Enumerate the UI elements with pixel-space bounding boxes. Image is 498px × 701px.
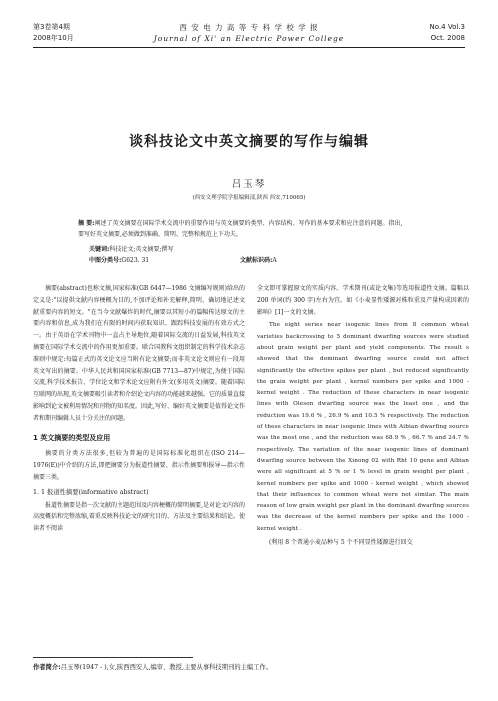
english-abstract-example: The eight series near isogenic lines from 8 common wheat varieties backcrossing to 5 dominant dwarfing sources were studied about grain weight per plant and yield components. The result s showed that the dominant dwarfing source could not affect significantly the effective spikes per plant , but reduced significantly the grain weight per plant , kernel numbers per spike and 1000 - kernel weight . The reduction of these characters in near isogenic lines with Oleson dwarfing source was the least one , and the reduction was 19.6 % , 26.9 % and 10.5 % respectively. The reduction of these characters in near isogenic lines with Aibian dwarfing source was the most one , and the reduction was 68.9 % , 66.7 % and 24.7 % respectively. The variation of the near isogenic lines of dominant dwarfing source between the Xinong 02 with Rht 10 gene and Aibian were all significant at 5 % or 1 % level in grain weight per plant , kernel numbers per spike and 1000 - kernel weight , which showed that their influences to common wheat were not similar. The main reason of low grain weight per plant in the dominant dwarfing sources was the decrease of the kernel numbers per spike and the 1000 - kernel weight . — [257, 322, 469, 532]
header-rule — [33, 47, 465, 48]
chinese-translation-start: (利用 8 个普通小麦品种与 5 个不同显性矮源进行回交 — [269, 539, 413, 547]
author-name: 吕玉琴 — [231, 179, 267, 190]
abstract-block — [78, 218, 408, 240]
classification-line — [89, 255, 149, 264]
body-left-column — [33, 283, 245, 535]
abstract-text: 阐述了英文摘要在国际学术交流中的重要作用与英文摘要的类型、内容结构、写作的基本要求和应注意的问题。指出,要写好英文摘要,必须做到准确、简明、完整和规范上下功夫。 — [78, 220, 403, 238]
classification-code: G623. 31 — [121, 257, 150, 264]
continuation-paragraph: 全文即可掌握原文的实质内容。学术期刊(或论文集)等选用报道性文摘。篇幅以 200 单词(约 300 字)左右为宜。如《小麦显性矮源对株粒重及产量构成因素的影响》[1]一文的文摘。 — [257, 285, 469, 316]
classification-label: 中图分类号: — [89, 257, 122, 264]
subsection1-paragraph: 报道性摘要是指一次文献的主题范围及内容梗概的简明摘要,是对论文内容的高度概括和完整浓缩,着重反映科技论文的研究目的、方法及主要结果和结论。使读者不阅读 — [33, 501, 245, 533]
issue-date: 2008年10月 — [33, 34, 74, 42]
document-code: A — [272, 257, 277, 264]
author-affiliation: (西安文理学院学报编辑部,陕西 西安,710065) — [192, 195, 306, 201]
keywords-label: 关键词: — [89, 246, 110, 253]
document-code-line — [240, 255, 277, 264]
document-code-label: 文献标识码: — [240, 257, 273, 264]
issue-number: No.4 Vol.3 — [429, 23, 465, 31]
intro-paragraph: 摘要(abstract)也称文摘,国家标准(GB 6447—1986 文摘编写规则)给出的定义是:"以提供文献内容梗概为目的,不加评论和补充解释,简明、确切地记述文献重要内容的短文。"在当今文献爆炸的时代,摘要以其短小的篇幅传达原文的主要内容和信息,成为我们在有限的时间内获取知识、跟踪科技发展的有效方式之一。由于英语在学术刊物中一直占主导地位,随着国际交流的日益发展,科技英文摘要在国际学术交流中的作用更加重要。联合国教科文组织制定的科学技术杂志准则中规定:每篇正式的英文论文应当附有论文摘要;而非英文论文则应有一段用英文写出的摘要。中华人民共和国国家标准(GB 7713—87)中规定,为便于国际交流,科学技术报告、学位论文和学术论文应附有外文(多用英文)摘要。随着国际互联网的出现,英文摘要吸引读者和介绍论文内容的功能越来越强。它的质量直接影响到论文被利用情况和刊物的知名度。因此,写好、编好英文摘要是值得论文作者和期刊编辑人员十分关注的问题。 — [33, 285, 245, 422]
author-bio-text: 吕玉琴(1947 - ),女,陕西西安人,编审、教授,主要从事科技期刊的主编工作。 — [60, 664, 273, 671]
subsection-heading-1-1: 1. 1 报道性摘要(informative abstract) — [33, 488, 149, 496]
journal-title-en: Journal of Xi' an Electric Power College — [153, 34, 345, 43]
author-bio-label: 作者简介: — [33, 664, 61, 671]
journal-title-block — [0, 22, 498, 44]
journal-number-info — [430, 22, 465, 44]
body-right-column — [257, 283, 469, 549]
keywords-text: 科技论文;英文摘要;撰写 — [109, 246, 174, 253]
keywords-line — [89, 244, 173, 253]
abstract-label: 摘 要: — [78, 220, 95, 227]
issue-month: Oct. 2008 — [430, 34, 465, 42]
issue-volume: 第3卷第4期 — [33, 23, 70, 31]
footnote-rule — [33, 657, 193, 658]
author-bio-footnote — [33, 662, 272, 671]
article-title: 谈科技论文中英文摘要的写作与编辑 — [129, 134, 369, 150]
section-heading-1: 1 英文摘要的类型及应用 — [33, 433, 111, 442]
journal-title-cn: 西 安 电 力 高 等 专 科 学 校 学 报 — [179, 23, 319, 32]
section1-paragraph: 摘要的分类方法很多,但较为普遍的是国际标准化组织在(ISO 214—1976(E))中介绍的方法,即把摘要分为报道性摘要、指示性摘要和报导—指示性摘要三类。 — [33, 450, 245, 481]
